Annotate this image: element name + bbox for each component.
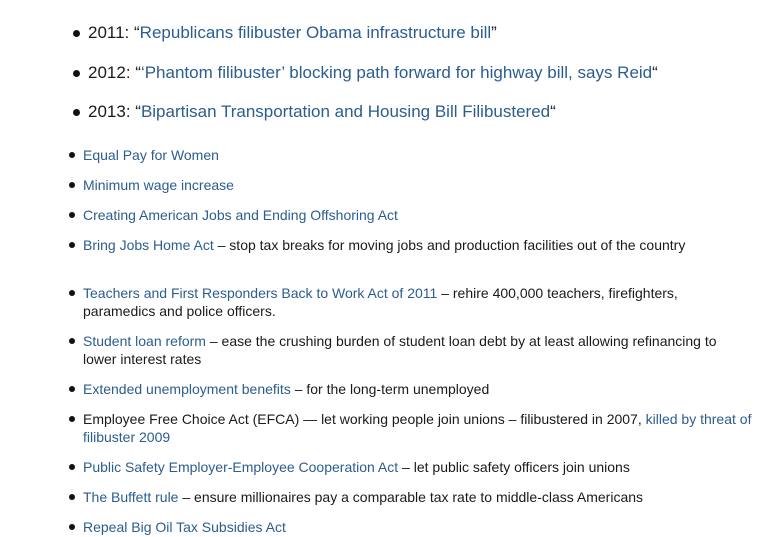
list-item: [83, 488, 753, 506]
bill-description: – rehire 400,000 teachers, firefighters, paramedics and police officers.: [83, 285, 678, 319]
bill-link[interactable]: Student loan reform: [83, 333, 206, 349]
bullet-icon: [69, 152, 75, 158]
bill-link[interactable]: The Buffett rule: [83, 489, 179, 505]
quote-suffix: “: [550, 102, 556, 121]
bullet-icon: [69, 416, 75, 422]
article-link[interactable]: ‘Phantom filibuster’ blocking path forward for highway bill, says Reid: [140, 63, 653, 82]
bullet-icon: [69, 242, 75, 248]
bill-description: Employee Free Choice Act (EFCA) — let working people join unions – filibustered in 2007,: [83, 411, 646, 427]
bill-description: – ensure millionaires pay a comparable tax rate to middle-class Americans: [178, 489, 644, 505]
article-link[interactable]: Republicans filibuster Obama infrastructure bill: [139, 23, 492, 42]
quote-suffix: ”: [491, 23, 497, 42]
bill-description: – let public safety officers join unions: [398, 459, 630, 475]
list-item: [88, 23, 497, 43]
bill-link[interactable]: Teachers and First Responders Back to Work Act of 2011: [83, 285, 438, 301]
year-label: 2011: “: [88, 23, 140, 42]
bullet-icon: [69, 386, 75, 392]
list-item: [83, 332, 753, 368]
bullet-icon: [69, 212, 75, 218]
bill-link[interactable]: Public Safety Employer-Employee Cooperation Act: [83, 459, 399, 475]
bill-description: – ease the crushing burden of student loan debt by at least allowing refinancing to lower interest rates: [83, 333, 717, 367]
bill-description: – stop tax breaks for moving jobs and production facilities out of the country: [213, 237, 686, 253]
list-item: [83, 284, 753, 320]
list-item: [83, 518, 753, 536]
article-link[interactable]: Bipartisan Transportation and Housing Bill Filibustered: [140, 102, 551, 121]
bullet-icon: [73, 109, 80, 116]
bullet-icon: [69, 338, 75, 344]
bill-link[interactable]: Equal Pay for Women: [83, 147, 219, 163]
bill-link[interactable]: Minimum wage increase: [83, 177, 234, 193]
year-label: 2013: “: [88, 102, 141, 121]
bullet-icon: [73, 30, 80, 37]
quote-suffix: “: [652, 63, 658, 82]
list-item: [83, 146, 753, 164]
list-item: [83, 176, 753, 194]
list-item: [83, 236, 753, 254]
list-item: [83, 206, 753, 224]
list-item: [83, 410, 753, 446]
bill-link[interactable]: Bring Jobs Home Act: [83, 237, 214, 253]
year-label: 2012: “: [88, 63, 141, 82]
bullet-icon: [69, 290, 75, 296]
bill-link[interactable]: Repeal Big Oil Tax Subsidies Act: [83, 519, 286, 535]
bullet-icon: [73, 70, 80, 77]
bill-description: – for the long-term unemployed: [290, 381, 490, 397]
bill-link[interactable]: Extended unemployment benefits: [83, 381, 291, 397]
list-item: [88, 63, 658, 83]
bullet-icon: [69, 182, 75, 188]
list-item: [88, 102, 556, 122]
bullet-icon: [69, 464, 75, 470]
bill-link[interactable]: Creating American Jobs and Ending Offshoring Act: [83, 207, 398, 223]
bullet-icon: [69, 494, 75, 500]
list-item: [83, 458, 753, 476]
bullet-icon: [69, 524, 75, 530]
list-item: [83, 380, 753, 398]
bill-link[interactable]: killed by threat of filibuster 2009: [83, 411, 752, 445]
